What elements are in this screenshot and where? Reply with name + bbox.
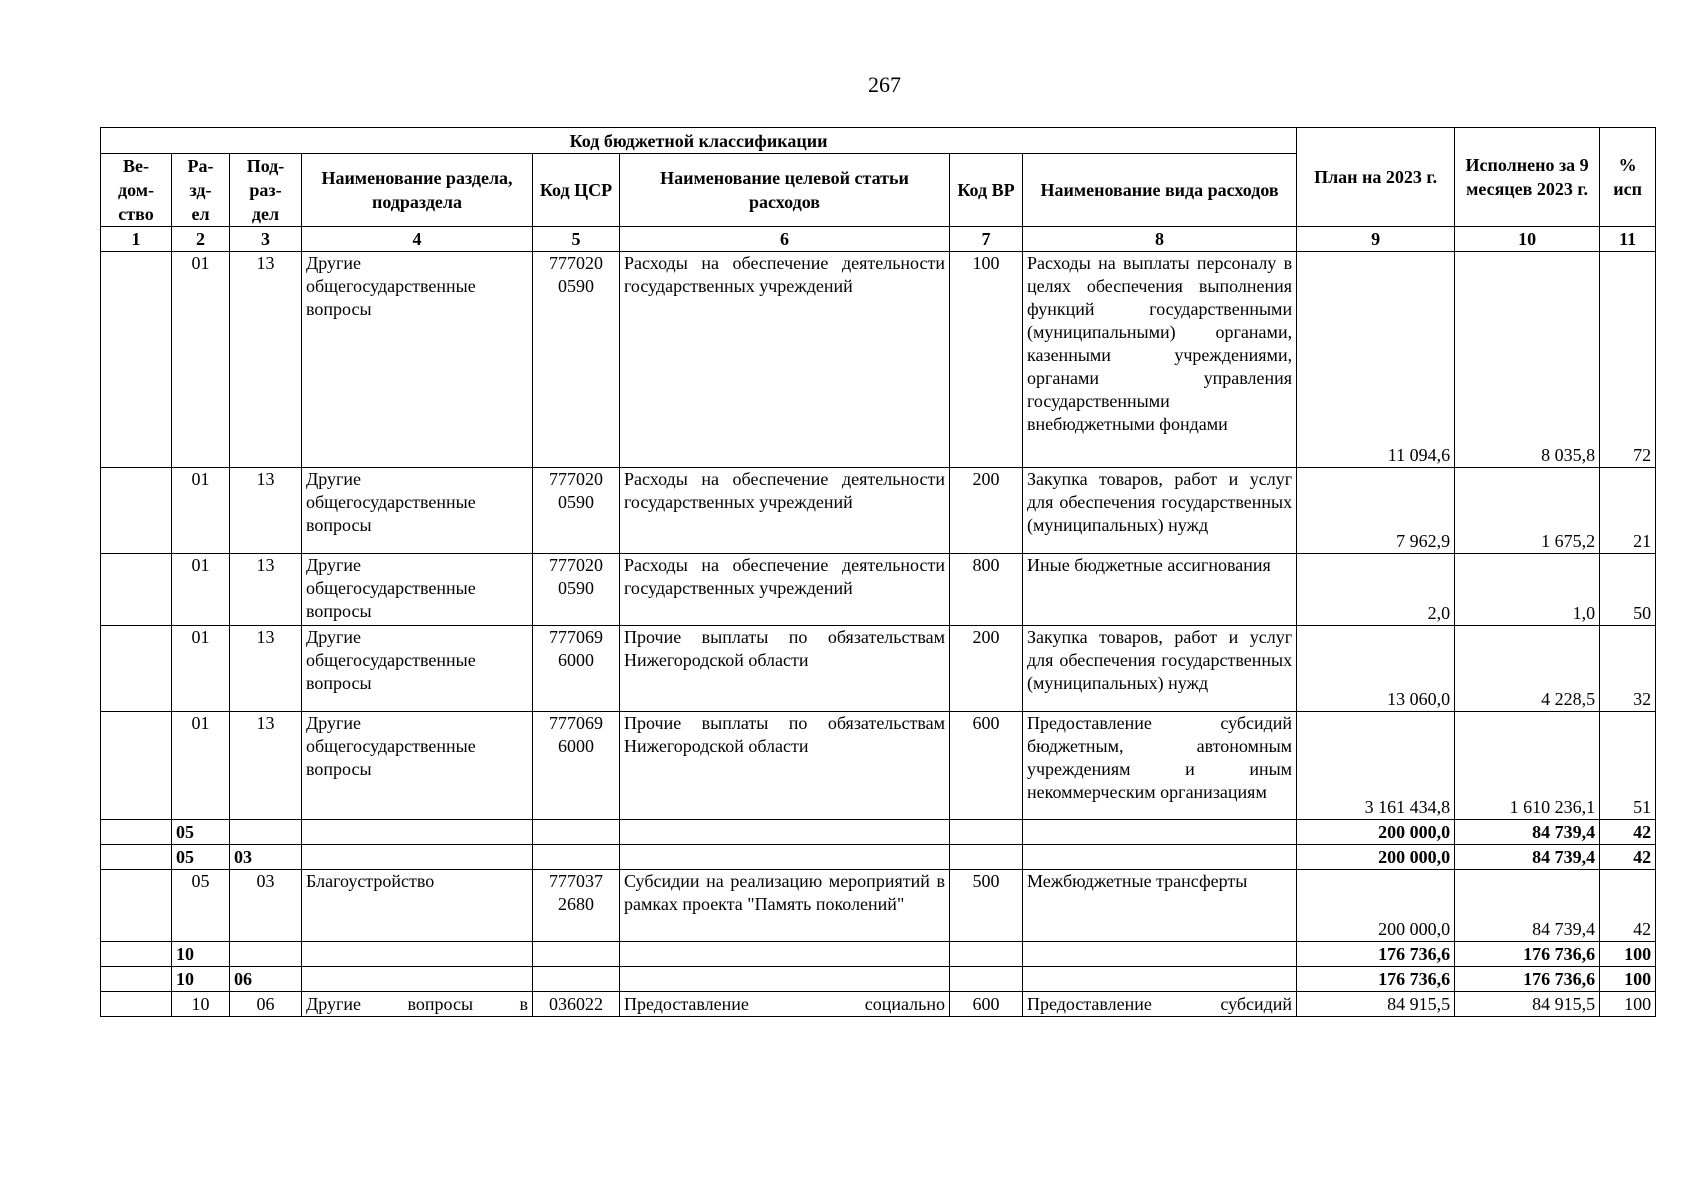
cell-plan: 84 915,5	[1297, 992, 1455, 1017]
cell-target-name: Прочие выплаты по обязательствам Нижегородской области	[620, 712, 950, 820]
cell-plan: 200 000,0	[1297, 845, 1455, 870]
column-number: 7	[950, 227, 1023, 252]
cell-executed: 84 739,4	[1455, 870, 1600, 942]
cell-podrazdel: 06	[230, 992, 302, 1017]
cell-percent: 42	[1600, 870, 1656, 942]
table-row	[101, 870, 1656, 942]
cell-plan: 3 161 434,8	[1297, 712, 1455, 820]
cell-razdel: 01	[172, 626, 230, 712]
cell-razdel: 10	[172, 942, 230, 967]
cell-vr: 600	[950, 712, 1023, 820]
cell-razdel: 01	[172, 468, 230, 554]
cell-percent: 42	[1600, 820, 1656, 845]
cell-podrazdel: 13	[230, 252, 302, 468]
cell-razdel-name: Другие общегосударственные вопросы	[302, 626, 533, 712]
cell-target-name	[620, 820, 950, 845]
cell-executed: 84 739,4	[1455, 845, 1600, 870]
header-csr: Код ЦСР	[533, 154, 620, 227]
cell-percent: 21	[1600, 468, 1656, 554]
cell-razdel-name	[302, 942, 533, 967]
cell-podrazdel: 03	[230, 870, 302, 942]
cell-plan: 7 962,9	[1297, 468, 1455, 554]
header-budget-classification: Код бюджетной классификации	[101, 128, 1297, 154]
cell-razdel: 01	[172, 554, 230, 626]
cell-vr: 600	[950, 992, 1023, 1017]
cell-plan: 11 094,6	[1297, 252, 1455, 468]
column-number: 10	[1455, 227, 1600, 252]
cell-razdel: 10	[172, 967, 230, 992]
column-number: 8	[1023, 227, 1297, 252]
cell-vr-name: Закупка товаров, работ и услуг для обеспечения государственных (муниципальных) нужд	[1023, 626, 1297, 712]
table-row-subtotal	[101, 967, 1656, 992]
cell-vr-name: Межбюджетные трансферты	[1023, 870, 1297, 942]
table-row-subtotal	[101, 845, 1656, 870]
column-number: 9	[1297, 227, 1455, 252]
cell-percent: 51	[1600, 712, 1656, 820]
cell-vr	[950, 845, 1023, 870]
table-row	[101, 554, 1656, 626]
cell-vr-name: Иные бюджетные ассигнования	[1023, 554, 1297, 626]
cell-vedomstvo	[101, 967, 172, 992]
cell-vr: 100	[950, 252, 1023, 468]
cell-csr: 036022	[533, 992, 620, 1017]
column-number: 5	[533, 227, 620, 252]
cell-vedomstvo	[101, 820, 172, 845]
cell-target-name	[620, 967, 950, 992]
cell-razdel: 01	[172, 252, 230, 468]
cell-razdel: 05	[172, 870, 230, 942]
cell-razdel-name: Другие общегосударственные вопросы	[302, 252, 533, 468]
cell-percent: 100	[1600, 967, 1656, 992]
table-row	[101, 252, 1656, 468]
table-row-subtotal	[101, 942, 1656, 967]
cell-podrazdel: 13	[230, 626, 302, 712]
cell-target-name: Расходы на обеспечение деятельности государственных учреждений	[620, 252, 950, 468]
cell-target-name: Субсидии на реализацию мероприятий в рамках проекта "Память поколений"	[620, 870, 950, 942]
cell-vedomstvo	[101, 992, 172, 1017]
cell-vr: 800	[950, 554, 1023, 626]
cell-percent: 32	[1600, 626, 1656, 712]
page-number: 267	[868, 72, 901, 97]
cell-vr	[950, 942, 1023, 967]
cell-vr-name: Предоставление субсидий	[1023, 992, 1297, 1017]
cell-vedomstvo	[101, 845, 172, 870]
cell-podrazdel	[230, 820, 302, 845]
cell-csr	[533, 967, 620, 992]
header-vr: Код ВР	[950, 154, 1023, 227]
budget-table	[100, 127, 1656, 1017]
cell-podrazdel: 03	[230, 845, 302, 870]
table-row	[101, 712, 1656, 820]
cell-vr: 500	[950, 870, 1023, 942]
cell-vr-name: Предоставление субсидий бюджетным, автономным учреждениям и иным некоммерческим организациям	[1023, 712, 1297, 820]
cell-plan: 13 060,0	[1297, 626, 1455, 712]
cell-razdel-name: Благоустройство	[302, 870, 533, 942]
table-row	[101, 626, 1656, 712]
cell-vr	[950, 967, 1023, 992]
cell-target-name: Предоставление социально	[620, 992, 950, 1017]
cell-razdel-name: Другие общегосударственные вопросы	[302, 468, 533, 554]
cell-target-name: Расходы на обеспечение деятельности государственных учреждений	[620, 468, 950, 554]
cell-vedomstvo	[101, 252, 172, 468]
cell-vedomstvo	[101, 870, 172, 942]
cell-executed: 4 228,5	[1455, 626, 1600, 712]
header-vedomstvo: Ве- дом- ство	[101, 154, 172, 227]
header-target-name: Наименование целевой статьи расходов	[620, 154, 950, 227]
column-number: 1	[101, 227, 172, 252]
cell-vr-name	[1023, 942, 1297, 967]
cell-podrazdel: 13	[230, 554, 302, 626]
cell-percent: 50	[1600, 554, 1656, 626]
column-number: 6	[620, 227, 950, 252]
cell-podrazdel: 06	[230, 967, 302, 992]
header-razdel-name: Наименование раздела, подраздела	[302, 154, 533, 227]
cell-podrazdel	[230, 942, 302, 967]
cell-plan: 200 000,0	[1297, 870, 1455, 942]
column-number: 3	[230, 227, 302, 252]
cell-razdel-name	[302, 845, 533, 870]
header-percent: % исп	[1600, 128, 1656, 227]
cell-executed: 1 675,2	[1455, 468, 1600, 554]
table-row-subtotal	[101, 820, 1656, 845]
cell-percent: 72	[1600, 252, 1656, 468]
header-plan: План на 2023 г.	[1297, 128, 1455, 227]
header-executed: Исполнено за 9 месяцев 2023 г.	[1455, 128, 1600, 227]
cell-plan: 176 736,6	[1297, 942, 1455, 967]
cell-razdel: 10	[172, 992, 230, 1017]
header-razdel: Ра- зд- ел	[172, 154, 230, 227]
cell-csr	[533, 845, 620, 870]
header-podrazdel: Под- раз- дел	[230, 154, 302, 227]
cell-razdel: 05	[172, 845, 230, 870]
column-number: 11	[1600, 227, 1656, 252]
cell-target-name: Прочие выплаты по обязательствам Нижегородской области	[620, 626, 950, 712]
cell-vr	[950, 820, 1023, 845]
cell-vr: 200	[950, 626, 1023, 712]
cell-executed: 1 610 236,1	[1455, 712, 1600, 820]
cell-razdel: 05	[172, 820, 230, 845]
cell-csr: 777020 0590	[533, 252, 620, 468]
cell-plan: 176 736,6	[1297, 967, 1455, 992]
cell-csr	[533, 942, 620, 967]
cell-razdel-name: Другие общегосударственные вопросы	[302, 712, 533, 820]
cell-razdel-name: Другие общегосударственные вопросы	[302, 554, 533, 626]
cell-podrazdel: 13	[230, 712, 302, 820]
header-vr-name: Наименование вида расходов	[1023, 154, 1297, 227]
cell-percent: 100	[1600, 942, 1656, 967]
cell-vedomstvo	[101, 626, 172, 712]
cell-target-name	[620, 845, 950, 870]
cell-vr: 200	[950, 468, 1023, 554]
table-row	[101, 468, 1656, 554]
cell-podrazdel: 13	[230, 468, 302, 554]
cell-vedomstvo	[101, 712, 172, 820]
cell-target-name	[620, 942, 950, 967]
cell-plan: 2,0	[1297, 554, 1455, 626]
cell-csr: 777069 6000	[533, 626, 620, 712]
cell-csr: 777037 2680	[533, 870, 620, 942]
cell-razdel-name	[302, 820, 533, 845]
column-number: 2	[172, 227, 230, 252]
cell-razdel-name	[302, 967, 533, 992]
cell-vr-name	[1023, 845, 1297, 870]
cell-vr-name: Расходы на выплаты персоналу в целях обеспечения выполнения функций государственными (муниципальными) органами, казенными учреждениями, органами управления государственными внебюджетными фондами	[1023, 252, 1297, 468]
cell-vr-name: Закупка товаров, работ и услуг для обеспечения государственных (муниципальных) нужд	[1023, 468, 1297, 554]
cell-vr-name	[1023, 820, 1297, 845]
cell-razdel-name: Другие вопросы в	[302, 992, 533, 1017]
cell-vedomstvo	[101, 554, 172, 626]
cell-executed: 84 739,4	[1455, 820, 1600, 845]
cell-executed: 84 915,5	[1455, 992, 1600, 1017]
cell-plan: 200 000,0	[1297, 820, 1455, 845]
cell-percent: 42	[1600, 845, 1656, 870]
cell-csr: 777020 0590	[533, 468, 620, 554]
cell-target-name: Расходы на обеспечение деятельности государственных учреждений	[620, 554, 950, 626]
cell-csr: 777069 6000	[533, 712, 620, 820]
cell-executed: 176 736,6	[1455, 967, 1600, 992]
cell-csr	[533, 820, 620, 845]
cell-executed: 176 736,6	[1455, 942, 1600, 967]
cell-executed: 1,0	[1455, 554, 1600, 626]
cell-executed: 8 035,8	[1455, 252, 1600, 468]
cell-percent: 100	[1600, 992, 1656, 1017]
cell-csr: 777020 0590	[533, 554, 620, 626]
cell-vedomstvo	[101, 468, 172, 554]
cell-razdel: 01	[172, 712, 230, 820]
cell-vedomstvo	[101, 942, 172, 967]
table-row	[101, 992, 1656, 1017]
column-number: 4	[302, 227, 533, 252]
cell-vr-name	[1023, 967, 1297, 992]
